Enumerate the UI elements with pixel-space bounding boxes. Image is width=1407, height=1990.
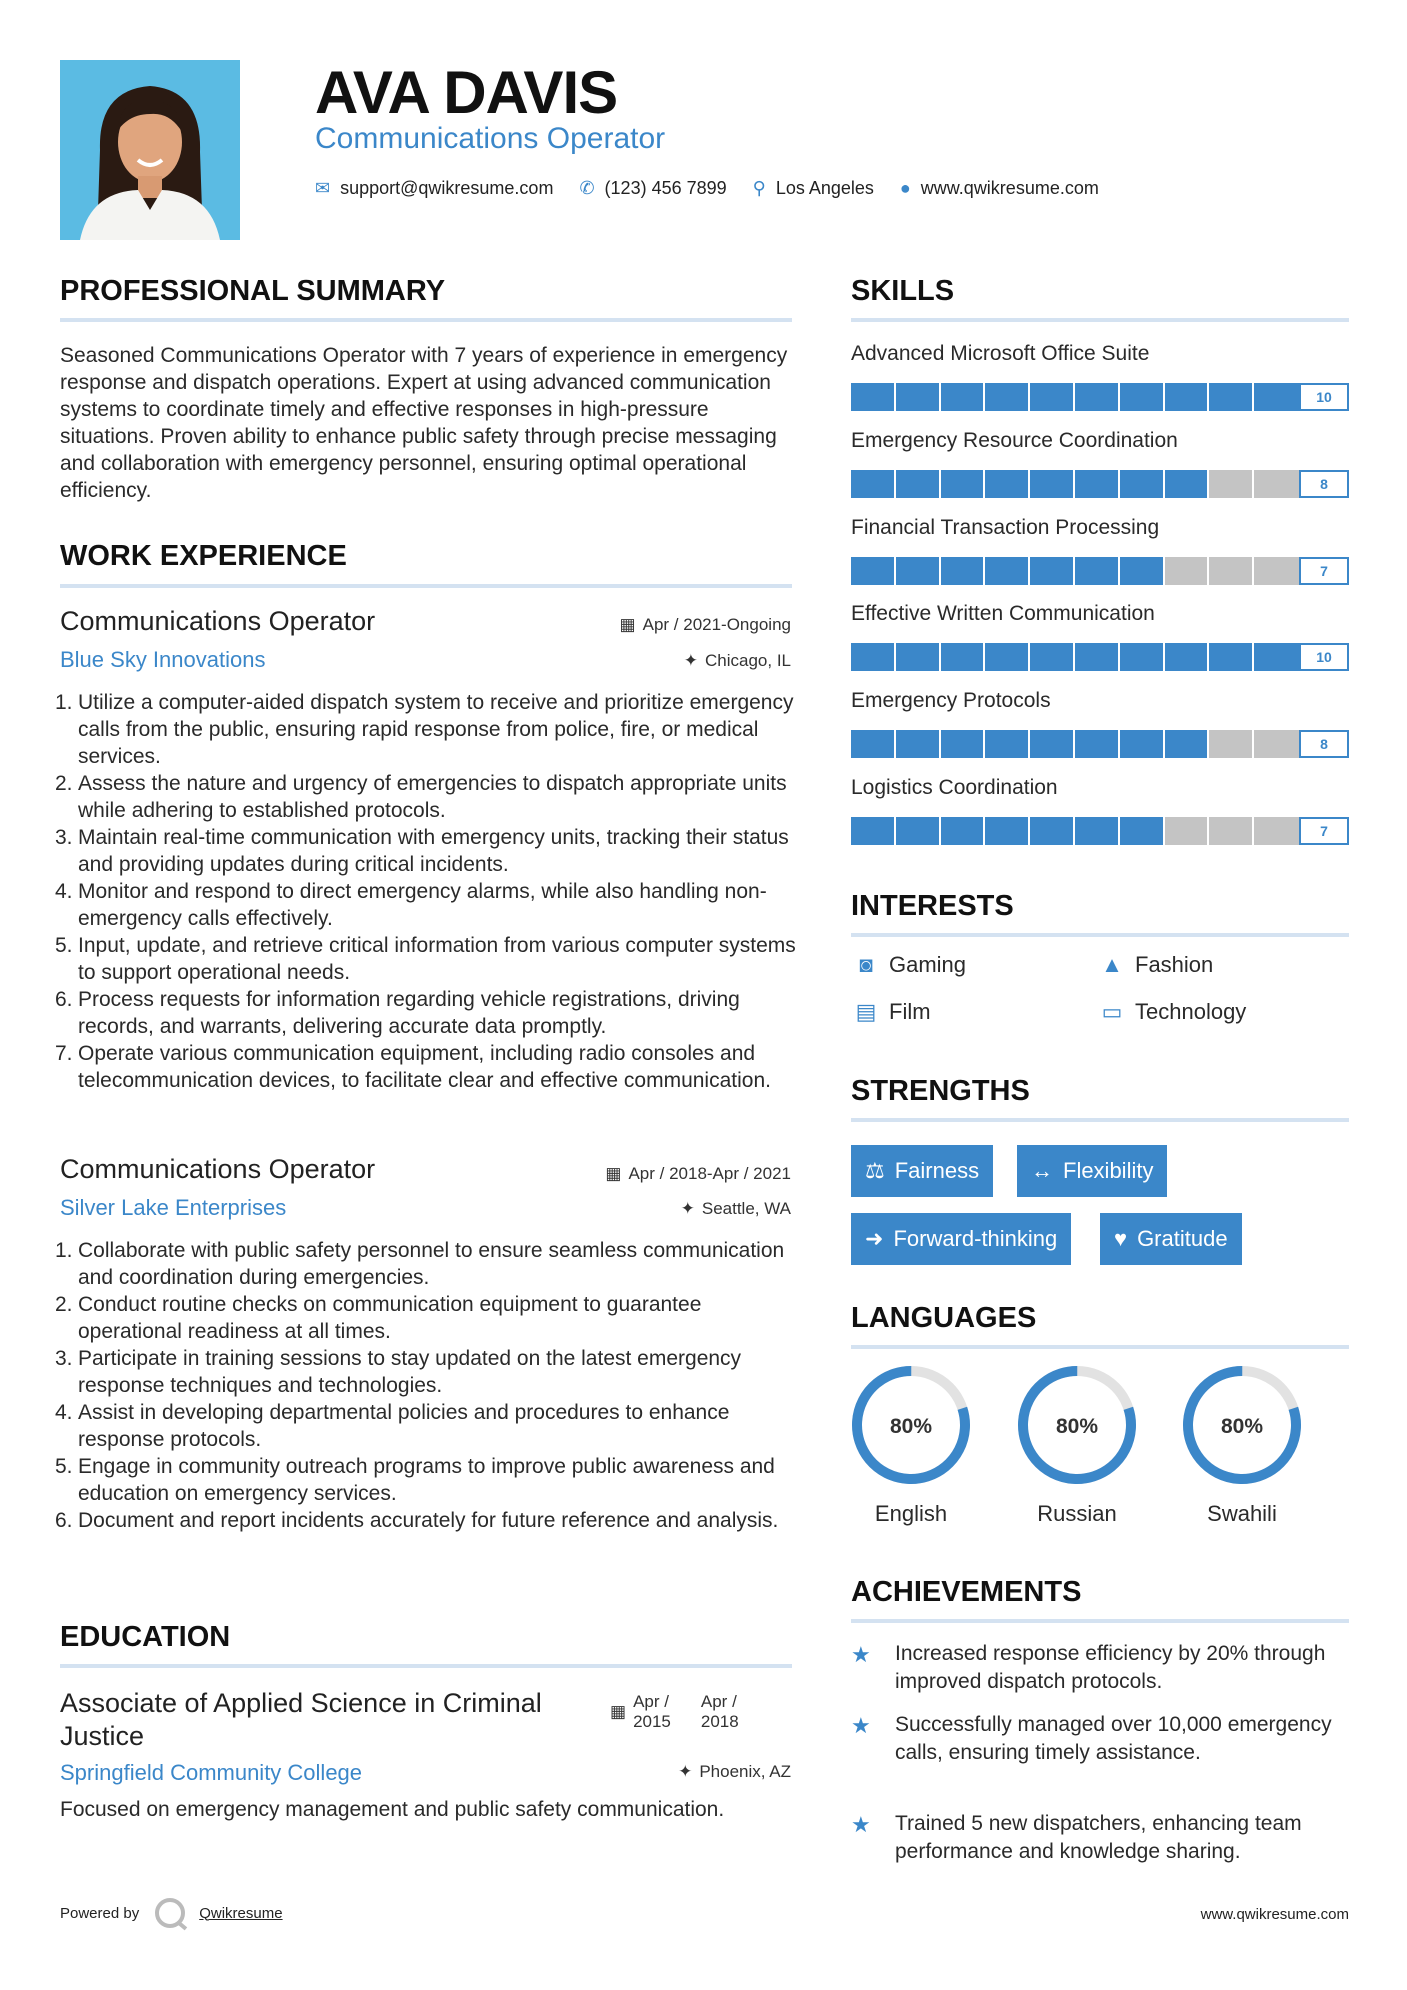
job-company: Silver Lake Enterprises bbox=[60, 1195, 287, 1220]
summary-rule bbox=[60, 318, 792, 322]
list-item: 7. Operate various communication equipment, including radio consoles and telecommunication devices, to facilitate clear and effective communication. bbox=[55, 1042, 771, 1092]
job-duties-list bbox=[55, 689, 800, 1094]
skill-name: Emergency Resource Coordination bbox=[851, 429, 1178, 452]
candidate-role: Communications Operator bbox=[315, 122, 666, 155]
list-item: 3. Maintain real-time communication with emergency units, tracking their status and providing updates during critical incidents. bbox=[55, 826, 789, 876]
footer-website[interactable]: www.qwikresume.com bbox=[1200, 1906, 1349, 1923]
qwikresume-logo-icon bbox=[155, 1898, 185, 1928]
laptop-icon: ▭ bbox=[1101, 999, 1123, 1024]
calendar-icon: ▦ bbox=[610, 1702, 627, 1721]
contact-email[interactable] bbox=[315, 178, 553, 199]
achievements-heading: ACHIEVEMENTS bbox=[851, 1576, 1082, 1608]
job-location bbox=[681, 1199, 791, 1219]
interest-item: ◙ Gaming bbox=[851, 952, 966, 978]
language-name: Russian bbox=[1037, 1501, 1117, 1526]
star-icon: ★ bbox=[851, 1713, 871, 1738]
language-percent: 80% bbox=[889, 1415, 933, 1438]
calendar-icon: ▦ bbox=[619, 615, 636, 634]
job-company: Blue Sky Innovations bbox=[60, 647, 266, 672]
skills-rule bbox=[851, 318, 1349, 322]
education-rule bbox=[60, 1664, 792, 1668]
job-location-text: Chicago, IL bbox=[705, 651, 791, 670]
experience-rule bbox=[60, 584, 792, 588]
interests-rule bbox=[851, 933, 1349, 937]
language-name: English bbox=[874, 1501, 948, 1526]
pin-icon: ✦ bbox=[683, 651, 698, 670]
interests-heading: INTERESTS bbox=[851, 890, 1014, 922]
skill-bar bbox=[851, 730, 1349, 758]
globe-icon: ● bbox=[899, 178, 911, 198]
skill-score: 7 bbox=[1299, 557, 1349, 585]
skill-score: 10 bbox=[1299, 643, 1349, 671]
education-location: ✦ Phoenix, AZ bbox=[678, 1762, 791, 1781]
skill-bar-divider bbox=[851, 730, 1254, 758]
heart-icon: ♥ bbox=[1114, 1226, 1128, 1251]
email-text: support@qwikresume.com bbox=[340, 178, 554, 198]
job-duties-list bbox=[55, 1237, 800, 1534]
phone-icon: ✆ bbox=[579, 178, 595, 198]
language-ring bbox=[1015, 1363, 1139, 1487]
skill-bar-divider bbox=[851, 470, 1254, 498]
skill-name: Effective Written Communication bbox=[851, 602, 1155, 625]
school-name: Springfield Community College bbox=[60, 1760, 363, 1785]
language-ring bbox=[849, 1363, 973, 1487]
strength-chip: ➜ Forward-thinking bbox=[851, 1213, 1071, 1265]
interest-item: ▲ Fashion bbox=[1097, 952, 1213, 978]
list-item: 2. Conduct routine checks on communication equipment to guarantee operational readiness at all times. bbox=[55, 1293, 702, 1343]
achievement-item: ★ Successfully managed over 10,000 emergency calls, ensuring timely assistance. bbox=[851, 1711, 1351, 1767]
list-item: 4. Monitor and respond to direct emergency alarms, while also handling non-emergency calls effectively. bbox=[55, 880, 767, 930]
list-item: 1. Utilize a computer-aided dispatch system to receive and prioritize emergency calls from the public, ensuring rapid response from police, fire, or medical services. bbox=[55, 691, 794, 768]
gamepad-icon: ◙ bbox=[859, 952, 873, 977]
job-location bbox=[684, 651, 791, 671]
job-title: Communications Operator bbox=[60, 606, 376, 636]
contact-website[interactable] bbox=[900, 178, 1099, 199]
skill-name: Financial Transaction Processing bbox=[851, 516, 1160, 539]
website-text: www.qwikresume.com bbox=[920, 178, 1099, 198]
language-percent: 80% bbox=[1220, 1415, 1264, 1438]
list-item: 5. Engage in community outreach programs to improve public awareness and education on emergency services. bbox=[55, 1455, 775, 1505]
strength-chip: ⚖ Fairness bbox=[851, 1145, 993, 1197]
education-dates: ▦ Apr / 2015 Apr / 2018 bbox=[610, 1692, 739, 1731]
strength-chip: ♥ Gratitude bbox=[1100, 1213, 1242, 1265]
list-item: 1. Collaborate with public safety personnel to ensure seamless communication and coordination during emergencies. bbox=[55, 1239, 785, 1289]
skill-bar bbox=[851, 383, 1349, 411]
skill-bar-divider bbox=[851, 817, 1254, 845]
contact-phone[interactable] bbox=[579, 178, 726, 199]
skill-name: Logistics Coordination bbox=[851, 776, 1058, 799]
language-name: Swahili bbox=[1207, 1501, 1277, 1526]
education-heading: EDUCATION bbox=[60, 1621, 231, 1653]
job-title: Communications Operator bbox=[60, 1154, 376, 1184]
skill-bar bbox=[851, 817, 1349, 845]
list-item: 5. Input, update, and retrieve critical information from various computer systems to support operational needs. bbox=[55, 934, 796, 984]
list-item: 6. Document and report incidents accurately for future reference and analysis. bbox=[55, 1509, 779, 1532]
contact-row bbox=[315, 178, 1125, 199]
location-text: Los Angeles bbox=[775, 178, 874, 198]
pin-icon: ✦ bbox=[680, 1199, 695, 1218]
summary-heading: PROFESSIONAL SUMMARY bbox=[60, 275, 446, 307]
map-marker-icon: ⚲ bbox=[752, 178, 766, 198]
skill-bar bbox=[851, 643, 1349, 671]
skill-bar-divider bbox=[851, 557, 1254, 585]
education-description: Focused on emergency management and public safety communication. bbox=[60, 1798, 725, 1821]
job-dates-text: Apr / 2018-Apr / 2021 bbox=[628, 1164, 791, 1183]
job-dates bbox=[605, 1164, 791, 1184]
skill-bar bbox=[851, 557, 1349, 585]
skill-score: 10 bbox=[1299, 383, 1349, 411]
language-percent: 80% bbox=[1055, 1415, 1099, 1438]
phone-text: (123) 456 7899 bbox=[604, 178, 727, 198]
star-icon: ★ bbox=[851, 1642, 871, 1667]
profile-photo bbox=[60, 60, 240, 240]
list-item: 6. Process requests for information regarding vehicle registrations, driving records, and warrants, delivering accurate data promptly. bbox=[55, 988, 740, 1038]
job-dates bbox=[620, 615, 791, 635]
skills-heading: SKILLS bbox=[851, 275, 955, 307]
footer-brand-link[interactable]: Qwikresume bbox=[199, 1904, 283, 1922]
achievement-item: ★ Trained 5 new dispatchers, enhancing team performance and knowledge sharing. bbox=[851, 1810, 1351, 1866]
strengths-rule bbox=[851, 1118, 1349, 1122]
summary-text: Seasoned Communications Operator with 7 years of experience in emergency response and dispatch operations. Expert at using advanced communication systems to coordinate timely and effective responses in high-pressure situations. Proven ability to enhance public safety through precise messaging and collaboration with emergency personnel, ensuring optimal operational efficiency. bbox=[60, 344, 788, 502]
degree-title: Associate of Applied Science in Criminal Justice bbox=[60, 1688, 542, 1751]
skill-score: 7 bbox=[1299, 817, 1349, 845]
contact-location bbox=[753, 178, 874, 199]
languages-heading: LANGUAGES bbox=[851, 1302, 1037, 1334]
interest-item: ▭ Technology bbox=[1097, 999, 1246, 1025]
pin-icon: ✦ bbox=[678, 1762, 693, 1781]
list-item: 4. Assist in developing departmental policies and procedures to enhance response protocols. bbox=[55, 1401, 730, 1451]
achievement-item: ★ Increased response efficiency by 20% through improved dispatch protocols. bbox=[851, 1640, 1351, 1696]
skill-bar bbox=[851, 470, 1349, 498]
footer-powered: Powered by Qwikresume bbox=[60, 1898, 283, 1928]
achievements-rule bbox=[851, 1619, 1349, 1623]
interest-item: ▤ Film bbox=[851, 999, 931, 1025]
skill-score: 8 bbox=[1299, 730, 1349, 758]
language-ring bbox=[1180, 1363, 1304, 1487]
strengths-heading: STRENGTHS bbox=[851, 1075, 1030, 1107]
skill-bar-divider bbox=[851, 643, 1254, 671]
skill-name: Advanced Microsoft Office Suite bbox=[851, 342, 1150, 365]
film-icon: ▤ bbox=[855, 999, 877, 1024]
envelope-icon: ✉ bbox=[315, 178, 331, 198]
calendar-icon: ▦ bbox=[605, 1164, 622, 1183]
shopping-bag-icon: ▲ bbox=[1101, 952, 1123, 977]
languages-rule bbox=[851, 1345, 1349, 1349]
star-icon: ★ bbox=[851, 1812, 871, 1837]
list-item: 3. Participate in training sessions to stay updated on the latest emergency response techniques and technologies. bbox=[55, 1347, 742, 1397]
arrow-right-icon: ➜ bbox=[865, 1226, 884, 1251]
skill-name: Emergency Protocols bbox=[851, 689, 1051, 712]
job-location-text: Seattle, WA bbox=[701, 1199, 791, 1218]
skill-bar-divider bbox=[851, 383, 1254, 411]
balance-scale-icon: ⚖ bbox=[865, 1158, 885, 1183]
experience-heading: WORK EXPERIENCE bbox=[60, 540, 347, 572]
job-dates-text: Apr / 2021-Ongoing bbox=[642, 615, 791, 634]
arrows-horizontal-icon: ↔ bbox=[1031, 1158, 1053, 1183]
strength-chip: ↔ Flexibility bbox=[1017, 1145, 1167, 1197]
skill-score: 8 bbox=[1299, 470, 1349, 498]
candidate-name: AVA DAVIS bbox=[315, 59, 618, 126]
list-item: 2. Assess the nature and urgency of emergencies to dispatch appropriate units while adhering to established protocols. bbox=[55, 772, 787, 822]
